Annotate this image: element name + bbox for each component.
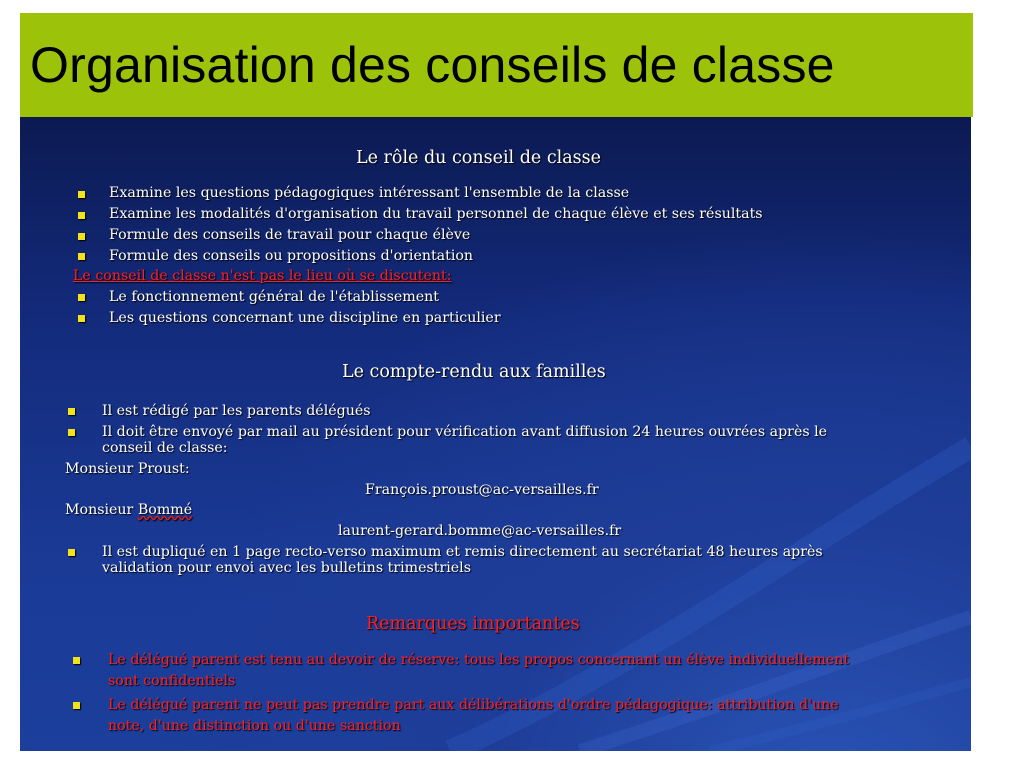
report-heading: Le compte-rendu aux familles xyxy=(342,362,606,382)
bullet-icon xyxy=(73,702,80,709)
not-place-item: Les questions concernant une discipline en particulier xyxy=(109,310,501,326)
role-item: Examine les questions pédagogiques intéressant l'ensemble de la classe xyxy=(109,185,630,201)
contact-name xyxy=(65,502,192,518)
report-item: Il est dupliqué en 1 page recto-verso maximum et remis directement au secrétariat 48 heures après xyxy=(102,544,823,560)
bullet-icon xyxy=(68,549,75,556)
contact-email[interactable]: laurent-gerard.bomme@ac-versailles.fr xyxy=(338,523,622,539)
remarks-heading: Remarques importantes xyxy=(366,614,580,634)
remark-item-continued: note, d'une distinction ou d'une sanction xyxy=(108,718,401,734)
bullet-icon xyxy=(68,429,75,436)
report-item: Il est rédigé par les parents délégués xyxy=(102,403,371,419)
role-item: Examine les modalités d'organisation du travail personnel de chaque élève et ses résultats xyxy=(109,206,763,222)
bullet-icon xyxy=(78,315,85,322)
bullet-icon xyxy=(78,191,85,198)
report-item: Il doit être envoyé par mail au président pour vérification avant diffusion 24 heures ouvrées après le xyxy=(102,424,828,440)
contact-email[interactable]: François.proust@ac-versailles.fr xyxy=(365,482,599,498)
role-item: Formule des conseils ou propositions d'orientation xyxy=(109,248,474,264)
content-panel xyxy=(20,117,971,751)
report-item-continued: validation pour envoi avec les bulletins trimestriels xyxy=(102,560,471,576)
contact-surname: Bommé xyxy=(137,502,193,518)
remark-item: Le délégué parent ne peut pas prendre part aux délibérations d'ordre pédagogique: attribution d'une xyxy=(108,697,839,713)
remark-item: Le délégué parent est tenu au devoir de réserve: tous les propos concernant un élève individuellement xyxy=(108,652,850,668)
role-heading: Le rôle du conseil de classe xyxy=(356,148,601,168)
bullet-icon xyxy=(68,408,75,415)
not-place-heading: Le conseil de classe n'est pas le lieu où se discutent: xyxy=(73,268,452,284)
not-place-item: Le fonctionnement général de l'établissement xyxy=(109,289,439,305)
role-item: Formule des conseils de travail pour chaque élève xyxy=(109,227,471,243)
bullet-icon xyxy=(78,233,85,240)
bullet-icon xyxy=(78,253,85,260)
contact-name: Monsieur Proust: xyxy=(65,461,190,477)
bullet-icon xyxy=(78,212,85,219)
slide-title: Organisation des conseils de classe xyxy=(30,37,835,93)
contact-prefix: Monsieur xyxy=(65,502,138,518)
remark-item-continued: sont confidentiels xyxy=(108,673,236,689)
bullet-icon xyxy=(78,294,85,301)
bullet-icon xyxy=(73,657,80,664)
report-item-continued: conseil de classe: xyxy=(102,440,228,456)
